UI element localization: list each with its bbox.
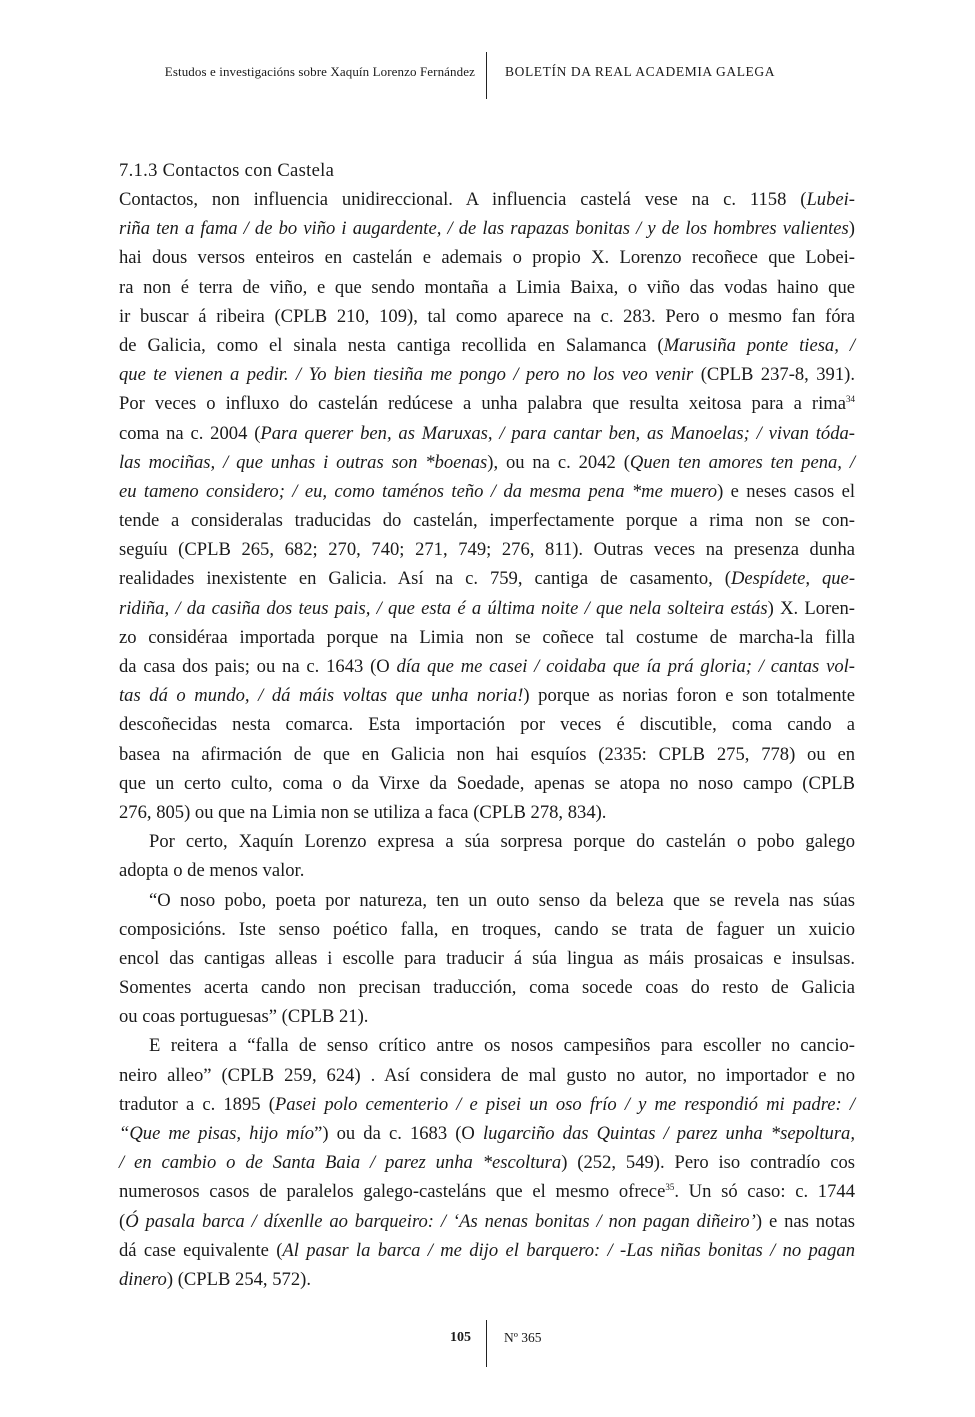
text-span: de Galicia, como el sinala nesta cantiga recollida en Salamanca ( (119, 334, 664, 356)
quoted-verse: ridiña, / da casiña dos teus pais, / que esta é a última noite / que nela solteira estás (119, 597, 768, 619)
text-span: ) porque as norias foron e son totalmente (523, 685, 855, 707)
text-span: E reitera a “falla de senso crítico antre os nosos campesiños para escoller no cancio- (149, 1035, 855, 1057)
quoted-verse: Ó pasala barca / díxenlle ao barqueiro: / ‘As nenas bonitas / non pagan diñeiro’ (125, 1210, 756, 1232)
text-line (119, 214, 855, 243)
quoted-verse: Pasei polo cementerio / e pisei un oso frío / y me respondió mi padre: / (274, 1093, 855, 1115)
page-body (119, 156, 855, 1294)
text-line (119, 535, 855, 564)
text-line (119, 564, 855, 593)
text-span: dá case equivalente ( (119, 1239, 283, 1261)
footnote-ref: 35 (665, 1182, 675, 1193)
text-span: da casa dos pais; ou na c. 1643 (O (119, 656, 397, 677)
quoted-verse: dinero (119, 1268, 167, 1290)
text-span: adopta o de menos valor. (119, 860, 305, 882)
text-span: composicións. Iste senso poético falla, en troques, cando se trata de faguer un xuicio (119, 918, 855, 940)
text-line (119, 915, 855, 944)
text-span: tradutor a c. 1895 ( (119, 1093, 275, 1115)
text-line (119, 1265, 855, 1294)
text-span: hai dous versos enteiros en castelán e ademais o propio X. Lorenzo recoñece que Lobei- (119, 247, 855, 269)
text-line (119, 360, 855, 389)
text-line (119, 331, 855, 360)
quoted-verse: día que me casei / coidaba que ía prá gloria; / cantas vol- (396, 656, 855, 677)
text-line (119, 886, 855, 915)
text-line (119, 594, 855, 623)
quoted-verse: Lubei- (806, 189, 855, 210)
text-span: Contactos, non influencia unidireccional. A influencia castelá vese na c. 1158 ( (119, 189, 807, 210)
text-span: ) (848, 218, 855, 240)
text-span: ) e neses casos el (717, 480, 856, 502)
text-line (119, 1061, 855, 1090)
quoted-verse: las mociñas, / que unhas i outras son *boenas (119, 451, 488, 473)
text-line (119, 1002, 855, 1031)
quoted-verse: que te vienen a pedir. / Yo bien tiesiña me pongo / pero no los veo venir (119, 364, 694, 386)
text-span: basea na afirmación de que en Galicia non hai esquíos (2335: CPLB 275, 778) ou en (119, 743, 855, 765)
text-line (119, 1177, 855, 1206)
text-line (119, 1236, 855, 1265)
text-span: 276, 805) ou que na Limia non se utiliza a faca (CPLB 278, 834). (119, 801, 607, 823)
text-line (119, 681, 855, 710)
text-span: ir buscar á ribeira (CPLB 210, 109), tal como aparece na c. 283. Pero o mesmo fan fóra (119, 305, 855, 327)
running-footer (0, 1320, 975, 1368)
quoted-verse: Para querer ben, as Maruxas, / para cantar ben, as Manoelas; / vivan tóda- (260, 422, 855, 444)
text-line (119, 769, 855, 798)
text-span: Por certo, Xaquín Lorenzo expresa a súa sorpresa porque do castelán o pobo galego (149, 831, 855, 853)
text-span: (CPLB 237-8, 391). (693, 364, 855, 386)
text-line (119, 302, 855, 331)
text-line (119, 1031, 855, 1060)
footnote-ref: 34 (846, 394, 855, 405)
text-line (119, 944, 855, 973)
page-number: 105 (450, 1330, 471, 1345)
text-span: seguíu (CPLB 265, 682; 270, 740; 271, 749; 276, 811). Outras veces na presenza dunha (119, 539, 855, 561)
running-header (0, 52, 975, 100)
quoted-verse: eu tameno considero; / eu, como taménos teño / da mesma pena *me muero (119, 480, 718, 502)
quoted-verse: “Que me pisas, hijo mío (119, 1123, 315, 1144)
header-article-title: Estudos e investigacións sobre Xaquín Lorenzo Fernández (164, 64, 475, 79)
text-span: Somentes acerta cando non precisan traducción, coma socede coas do resto de Galicia (119, 977, 855, 999)
quoted-verse: / en cambio o de Santa Baia / parez unha *escoltura (119, 1152, 562, 1174)
text-line (119, 506, 855, 535)
text-line (119, 710, 855, 739)
header-journal-title: BOLETÍN DA REAL ACADEMIA GALEGA (505, 64, 776, 79)
text-line (119, 623, 855, 652)
text-line (119, 973, 855, 1002)
text-line (119, 740, 855, 769)
text-span: “O noso pobo, poeta por natureza, ten un outo senso da beleza que se revela nas súas (149, 889, 855, 911)
quoted-verse: Quen ten amores ten pena, / (629, 451, 855, 473)
footer-divider (486, 1320, 487, 1367)
text-line (119, 419, 855, 448)
text-span: ra non é terra de viño, e que sendo montaña a Limia Baixa, o viño das vodas haino que (119, 276, 855, 298)
text-line (119, 243, 855, 272)
text-span: ) (252, 549). Pero iso contradío cos (561, 1152, 856, 1174)
quoted-verse: lugarciño das Quintas / parez unha *sepoltura, (482, 1123, 855, 1144)
text-line (119, 652, 855, 681)
text-span: encol das cantigas alleas i escolle para traducir á súa lingua as máis prosaicas e insulsas. (119, 947, 855, 969)
section-heading: 7.1.3 Contactos con Castela (119, 160, 335, 181)
text-span: realidades inexistente en Galicia. Así na c. 759, cantiga de casamento, ( (119, 568, 731, 590)
text-line (119, 477, 855, 506)
text-span: coma na c. 2004 ( (119, 422, 261, 444)
text-line (119, 1090, 855, 1119)
text-span: ou coas portuguesas” (CPLB 21). (119, 1006, 369, 1028)
text-line (119, 1207, 855, 1236)
text-line (119, 389, 855, 418)
text-span: . Un só caso: c. 1744 (674, 1181, 855, 1203)
text-span: neiro alleo” (CPLB 259, 624) . Así considera de mal gusto no autor, no importador e no (119, 1064, 855, 1086)
text-line (119, 856, 855, 885)
issue-number: Nº 365 (504, 1330, 542, 1345)
quoted-verse: Despídete, que- (730, 568, 856, 590)
text-line (119, 1148, 855, 1177)
text-line (119, 448, 855, 477)
text-span: tende a consideralas traducidas do castelán, imperfectamente porque a rima non se con- (119, 510, 855, 532)
quoted-verse: Marusiña ponte tiesa, / (663, 334, 855, 356)
quoted-verse: riña ten a fama / de bo viño i augardente, / de las rapazas bonitas / y de los hombres valientes (119, 218, 849, 240)
text-span: ) (CPLB 254, 572). (166, 1268, 311, 1290)
text-span: que un certo culto, coma o da Virxe da Soedade, apenas se atopa no noso campo (CPLB (119, 772, 855, 794)
body-text (119, 185, 855, 1294)
text-span: ( (119, 1210, 126, 1232)
text-span: Por veces o influxo do castelán redúcese a unha palabra que resulta xeitosa para a rima (119, 393, 846, 415)
text-span: descoñecidas nesta comarca. Esta importación por veces é discutible, coma cando a (119, 714, 855, 736)
text-line (119, 273, 855, 302)
text-span: ), ou na c. 2042 ( (487, 451, 630, 473)
text-span: ) X. Loren- (767, 597, 856, 619)
text-span: ”) ou da c. 1683 (O (314, 1123, 483, 1144)
text-span: numerosos casos de paralelos galego-casteláns que el mesmo ofrece (119, 1181, 666, 1203)
text-span: ) e nas notas (755, 1210, 855, 1232)
text-line (119, 798, 855, 827)
text-line (119, 1119, 855, 1148)
text-span: zo considéraa importada porque na Limia non se coñece tal costume de marcha-la filla (119, 626, 855, 648)
text-line (119, 827, 855, 856)
quoted-verse: Al pasar la barca / me dijo el barquero: / -Las niñas bonitas / no pagan (282, 1239, 855, 1261)
header-divider (486, 52, 487, 99)
quoted-verse: tas dá o mundo, / dá máis voltas que unha noria! (119, 685, 524, 707)
text-line (119, 185, 855, 214)
